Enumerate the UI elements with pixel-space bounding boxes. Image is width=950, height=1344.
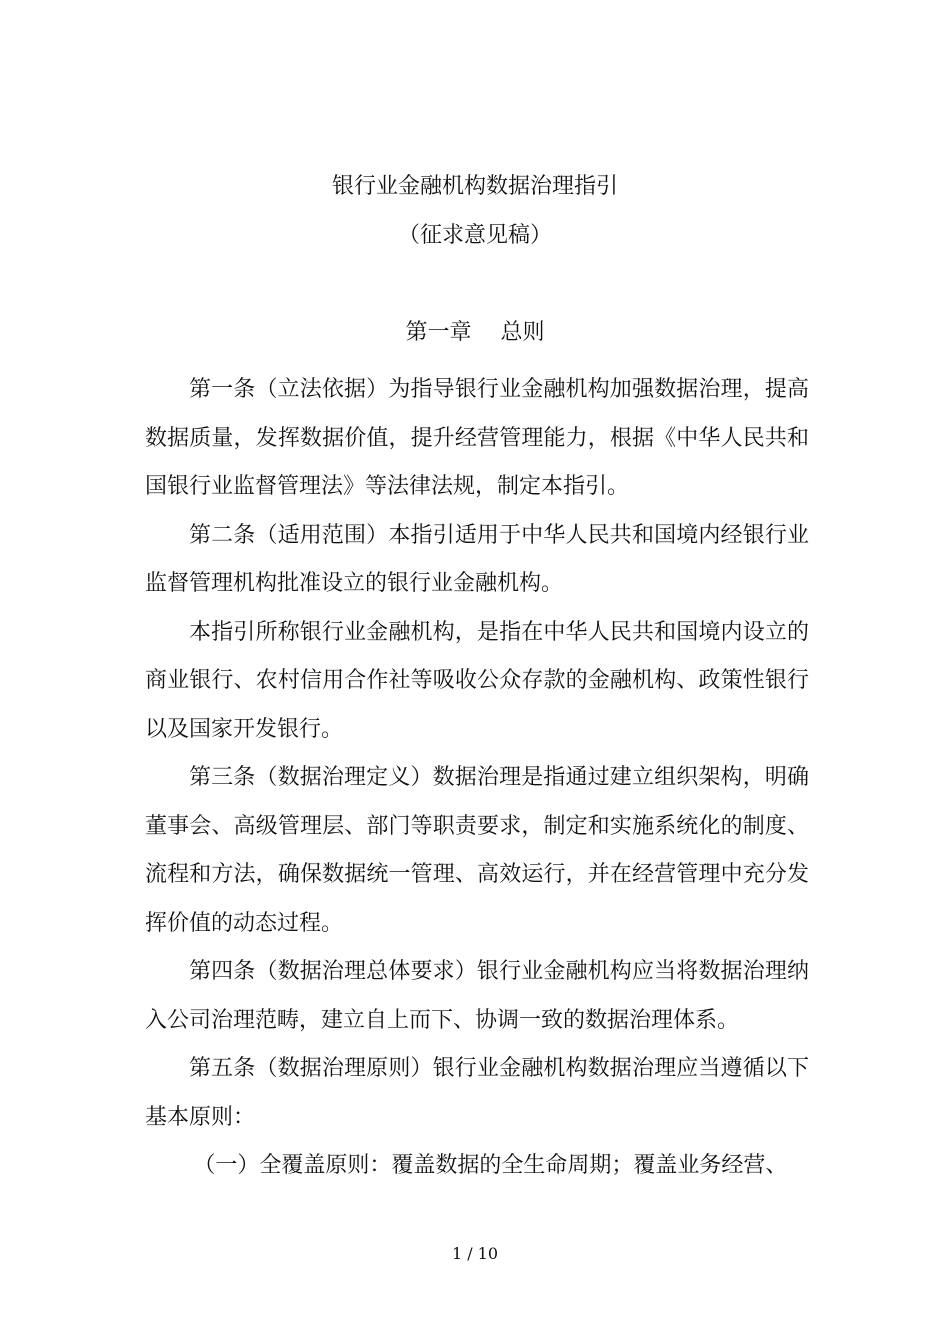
document-subtitle: （征求意见稿） bbox=[397, 223, 552, 248]
paragraph-article-1: 第一条（立法依据）为指导银行业金融机构加强数据治理，提高数据质量，发挥数据价值，提升经营管理能力，根据《中华人民共和国银行业监督管理法》等法律法规，制定本指引。 bbox=[145, 377, 809, 499]
paragraph-scope-definition: 本指引所称银行业金融机构，是指在中华人民共和国境内设立的商业银行、农村信用合作社等吸收公众存款的金融机构、政策性银行以及国家开发银行。 bbox=[145, 619, 809, 742]
paragraph-article-2: 第二条（适用范围）本指引适用于中华人民共和国境内经银行业监督管理机构批准设立的银行业金融机构。 bbox=[145, 522, 809, 596]
chapter-heading: 第一章 总则 bbox=[405, 320, 545, 345]
paragraph-article-4: 第四条（数据治理总体要求）银行业金融机构应当将数据治理纳入公司治理范畴，建立自上而下、协调一致的数据治理体系。 bbox=[145, 959, 809, 1033]
paragraph-article-5: 第五条（数据治理原则）银行业金融机构数据治理应当遵循以下基本原则： bbox=[145, 1056, 809, 1130]
paragraph-article-3: 第三条（数据治理定义）数据治理是指通过建立组织架构，明确董事会、高级管理层、部门等职责要求，制定和实施系统化的制度、流程和方法，确保数据统一管理、高效运行，并在经营管理中充分发挥价值的动态过程。 bbox=[145, 765, 809, 936]
document-title: 银行业金融机构数据治理指引 bbox=[331, 174, 618, 199]
paragraph-principle-1: （一）全覆盖原则：覆盖数据的全生命周期；覆盖业务经营、 bbox=[193, 1153, 788, 1178]
page-number: 1 / 10 bbox=[451, 1244, 499, 1263]
document-body bbox=[145, 366, 809, 1191]
